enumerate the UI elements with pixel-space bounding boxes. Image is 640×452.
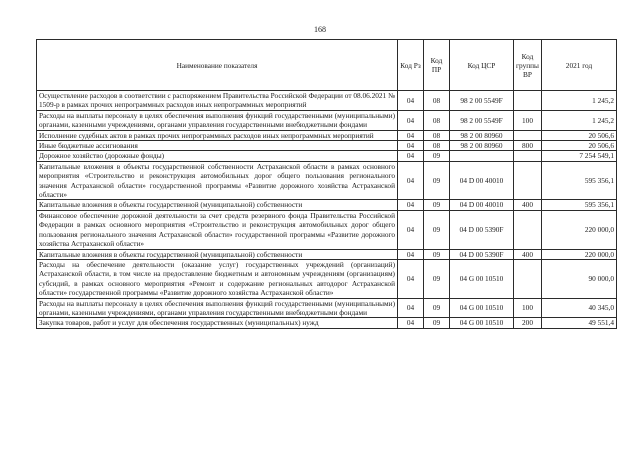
row-rz: 04 [398, 318, 424, 328]
row-name: Исполнение судебных актов в рамках прочих непрограммных расходов иных непрограммных мероприятий [37, 130, 398, 140]
table-row [37, 210, 617, 249]
row-vr [514, 151, 542, 161]
row-name: Капитальные вложения в объекты государственной (муниципальной) собственности [37, 200, 398, 210]
row-value: 595 356,1 [542, 200, 617, 210]
row-name: Капитальные вложения в объекты государственной (муниципальной) собственности [37, 249, 398, 259]
header-pr: Код ПР [424, 40, 450, 91]
page-number: 168 [314, 25, 326, 34]
row-name: Расходы на выплаты персоналу в целях обеспечения выполнения функций государственными (муниципальными) органами, казенными учреждениями, органами управления государственными внебюджетными фондами [37, 110, 398, 130]
table-row [37, 200, 617, 210]
row-csr: 98 2 00 5549F [450, 110, 514, 130]
row-vr [514, 91, 542, 111]
row-value: 1 245,2 [542, 110, 617, 130]
table-row [37, 318, 617, 328]
table-row [37, 151, 617, 161]
row-vr [514, 210, 542, 249]
row-vr [514, 161, 542, 200]
row-rz: 04 [398, 200, 424, 210]
row-csr: 04 D 00 40010 [450, 200, 514, 210]
table-row [37, 249, 617, 259]
row-name: Иные бюджетные ассигнования [37, 141, 398, 151]
row-name: Капитальные вложения в объекты государственной собственности Астраханской области в рамках основного мероприятия «Строительство и реконструкция автомобильных дорог общего пользования регионального значения Астраханской области» государственной программы «Развитие дорожного хозяйства Астраханской области» [37, 161, 398, 200]
row-csr: 04 D 00 5390F [450, 210, 514, 249]
row-csr: 04 G 00 10510 [450, 318, 514, 328]
budget-table [36, 39, 617, 329]
table-row [37, 141, 617, 151]
row-csr [450, 151, 514, 161]
row-pr: 09 [424, 249, 450, 259]
table-row [37, 259, 617, 298]
row-name: Закупка товаров, работ и услуг для обеспечения государственных (муниципальных) нужд [37, 318, 398, 328]
header-rz: Код Рз [398, 40, 424, 91]
row-pr: 08 [424, 141, 450, 151]
row-value: 20 506,6 [542, 130, 617, 140]
row-value: 7 254 549,1 [542, 151, 617, 161]
row-vr: 400 [514, 200, 542, 210]
row-csr: 04 D 00 40010 [450, 161, 514, 200]
row-vr: 400 [514, 249, 542, 259]
row-pr: 09 [424, 318, 450, 328]
row-rz: 04 [398, 130, 424, 140]
header-name: Наименование показателя [37, 40, 398, 91]
row-rz: 04 [398, 110, 424, 130]
row-pr: 09 [424, 161, 450, 200]
row-name: Дорожное хозяйство (дорожные фонды) [37, 151, 398, 161]
table-row [37, 110, 617, 130]
row-csr: 98 2 00 80960 [450, 130, 514, 140]
row-rz: 04 [398, 298, 424, 318]
row-rz: 04 [398, 249, 424, 259]
row-pr: 09 [424, 298, 450, 318]
row-pr: 09 [424, 151, 450, 161]
row-value: 90 000,0 [542, 259, 617, 298]
row-pr: 09 [424, 210, 450, 249]
table-row [37, 91, 617, 111]
row-csr: 98 2 00 5549F [450, 91, 514, 111]
header-vr: Код группы ВР [514, 40, 542, 91]
header-csr: Код ЦСР [450, 40, 514, 91]
row-csr: 04 D 00 5390F [450, 249, 514, 259]
row-rz: 04 [398, 259, 424, 298]
row-name: Финансовое обеспечение дорожной деятельности за счет средств резервного фонда Правительства Российской Федерации в рамках основного мероприятия «Строительство и реконструкция автомобильных дорог общего пользования регионального значения Астраханской области» государственной программы «Развитие дорожного хозяйства Астраханской области» [37, 210, 398, 249]
row-value: 220 000,0 [542, 249, 617, 259]
row-value: 595 356,1 [542, 161, 617, 200]
row-value: 220 000,0 [542, 210, 617, 249]
row-value: 20 506,6 [542, 141, 617, 151]
row-vr: 800 [514, 141, 542, 151]
table-row [37, 130, 617, 140]
row-rz: 04 [398, 91, 424, 111]
row-rz: 04 [398, 210, 424, 249]
header-year: 2021 год [542, 40, 617, 91]
row-value: 49 551,4 [542, 318, 617, 328]
row-pr: 08 [424, 91, 450, 111]
row-name: Расходы на обеспечение деятельности (оказание услуг) государственных учреждений (организаций) Астраханской области, в том числе на предоставление бюджетным и автономным учреждениям (организациям) субсидий, в рамках основного мероприятия «Ремонт и содержание региональных автодорог Астраханской области» государственной программы «Развитие дорожного хозяйства Астраханской области» [37, 259, 398, 298]
row-vr: 100 [514, 110, 542, 130]
row-rz: 04 [398, 151, 424, 161]
row-name: Расходы на выплаты персоналу в целях обеспечения выполнения функций государственными (муниципальными) органами, казенными учреждениями, органами управления государственными внебюджетными фондами [37, 298, 398, 318]
row-pr: 08 [424, 110, 450, 130]
table-header-row [37, 40, 617, 91]
table-row [37, 298, 617, 318]
row-rz: 04 [398, 161, 424, 200]
row-vr [514, 259, 542, 298]
row-value: 40 345,0 [542, 298, 617, 318]
row-vr [514, 130, 542, 140]
row-vr: 200 [514, 318, 542, 328]
table-row [37, 161, 617, 200]
row-pr: 08 [424, 130, 450, 140]
row-csr: 98 2 00 80960 [450, 141, 514, 151]
row-name: Осуществление расходов в соответствии с распоряжением Правительства Российской Федерации от 08.06.2021 № 1509-р в рамках прочих непрограммных расходов иных непрограммных мероприятий [37, 91, 398, 111]
row-pr: 09 [424, 259, 450, 298]
row-value: 1 245,2 [542, 91, 617, 111]
row-vr: 100 [514, 298, 542, 318]
row-pr: 09 [424, 200, 450, 210]
row-rz: 04 [398, 141, 424, 151]
row-csr: 04 G 00 10510 [450, 298, 514, 318]
row-csr: 04 G 00 10510 [450, 259, 514, 298]
